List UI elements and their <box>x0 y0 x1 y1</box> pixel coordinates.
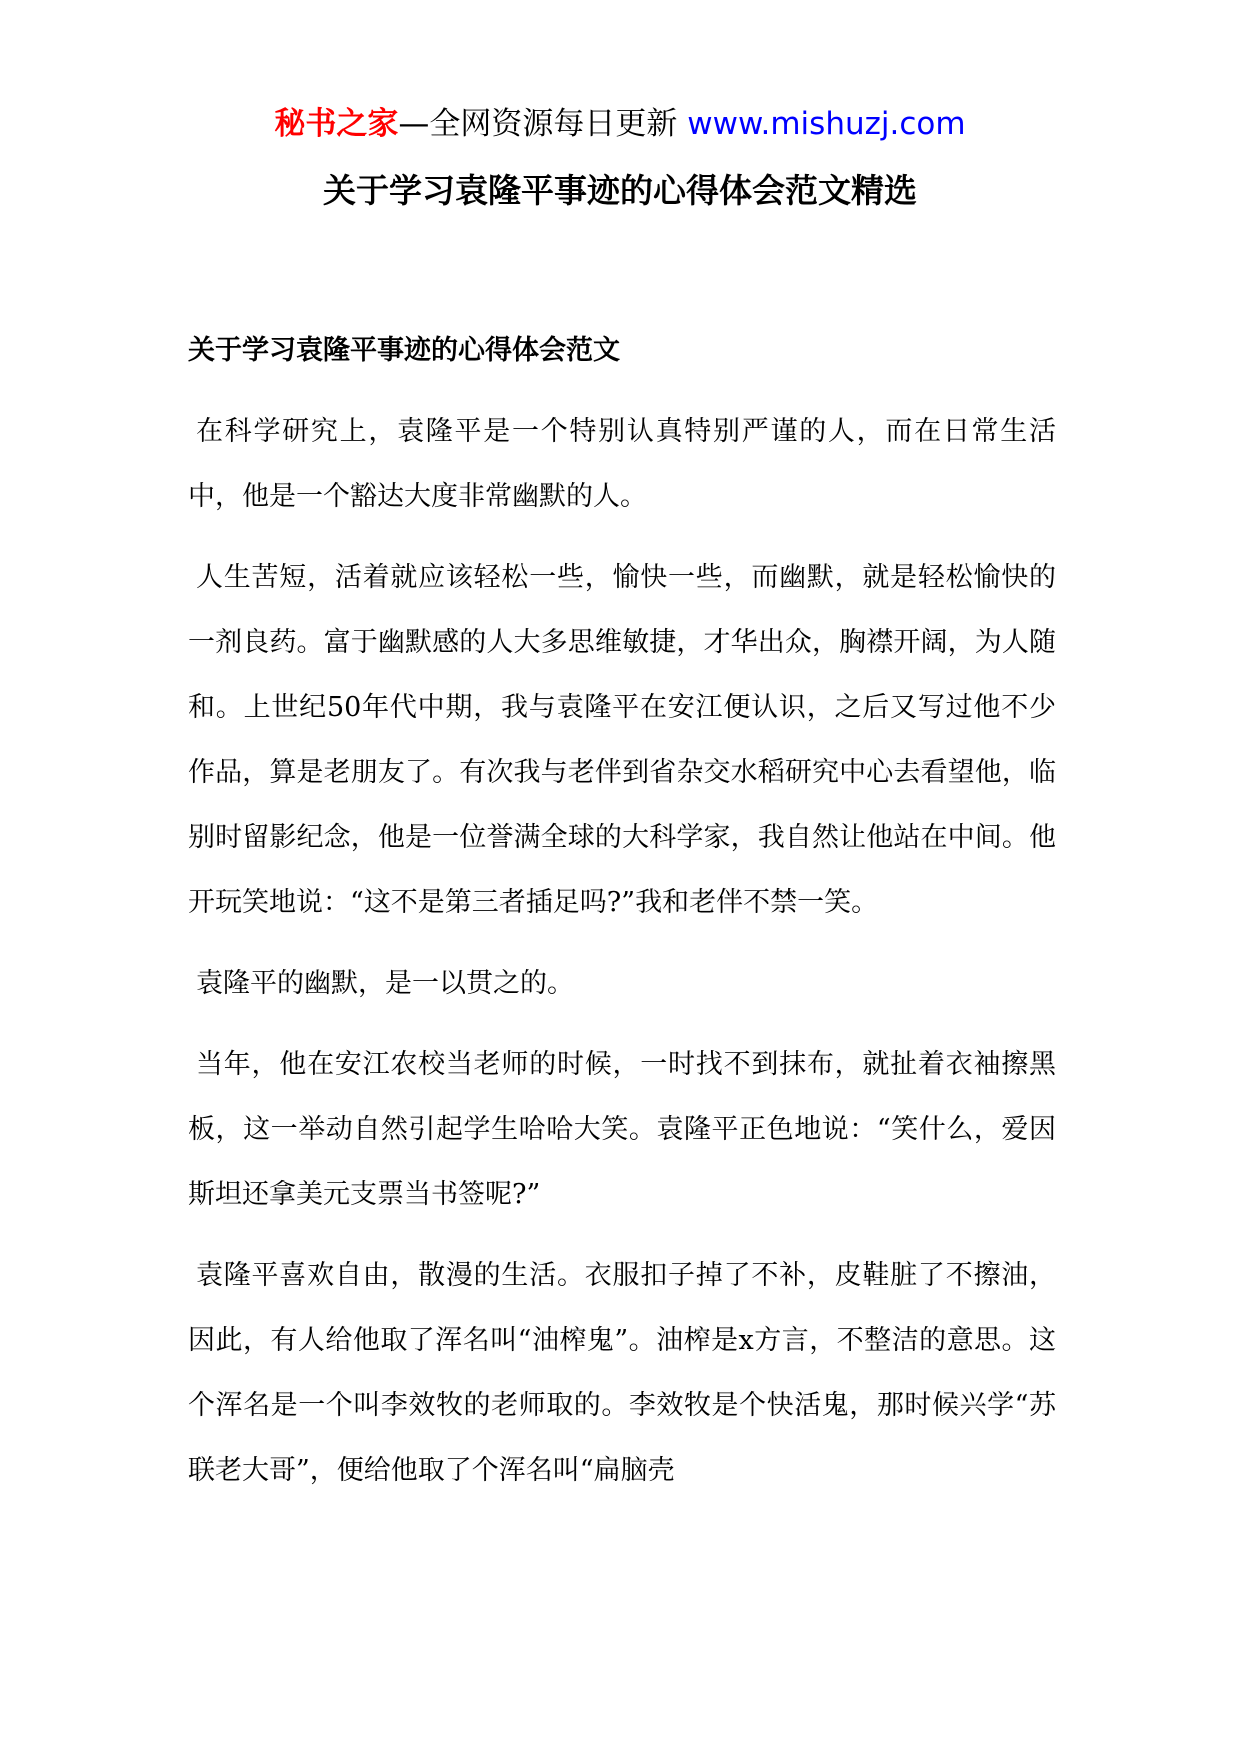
site-brand: 秘书之家 <box>274 106 399 142</box>
document-body <box>188 331 1056 1519</box>
site-url-link[interactable]: www.mishuzj.com <box>687 106 966 142</box>
paragraph-1: 在科学研究上，袁隆平是一个特别认真特别严谨的人，而在日常生活中，他是一个豁达大度非常幽默的人。 <box>188 416 1056 512</box>
site-banner <box>0 102 1240 146</box>
site-slogan: —全网资源每日更新 <box>398 106 678 142</box>
document-title: 关于学习袁隆平事迹的心得体会范文精选 <box>323 171 917 210</box>
paragraph-4: 当年，他在安江农校当老师的时候，一时找不到抹布，就扯着衣袖擦黑板，这一举动自然引起学生哈哈大笑。袁隆平正色地说：“笑什么，爱因斯坦还拿美元支票当书签呢?” <box>188 1049 1056 1210</box>
paragraph-5: 袁隆平喜欢自由，散漫的生活。衣服扣子掉了不补，皮鞋脏了不擦油，因此，有人给他取了浑名叫“油榨鬼”。油榨是x方言，不整洁的意思。这个浑名是一个叫李效牧的老师取的。李效牧是个快活鬼，那时候兴学“苏联老大哥”，便给他取了个浑名叫“扁脑壳 <box>188 1260 1056 1486</box>
paragraph-2: 人生苦短，活着就应该轻松一些，愉快一些，而幽默，就是轻松愉快的一剂良药。富于幽默感的人大多思维敏捷，才华出众，胸襟开阔，为人随和。上世纪50年代中期，我与袁隆平在安江便认识，之后又写过他不少作品，算是老朋友了。有次我与老伴到省杂交水稻研究中心去看望他，临别时留影纪念，他是一位誉满全球的大科学家，我自然让他站在中间。他开玩笑地说：“这不是第三者插足吗?”我和老伴不禁一笑。 <box>188 562 1056 918</box>
section-heading: 关于学习袁隆平事迹的心得体会范文 <box>188 335 620 366</box>
paragraph-3: 袁隆平的幽默，是一以贯之的。 <box>196 968 574 999</box>
